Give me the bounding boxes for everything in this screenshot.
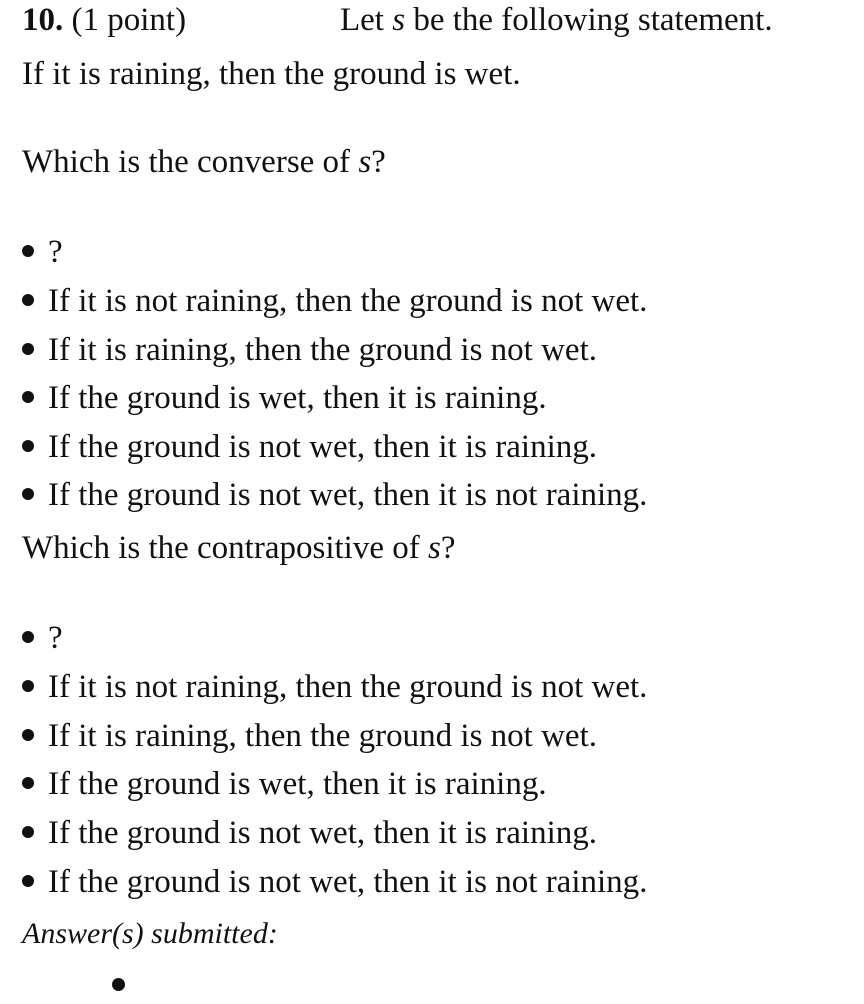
q2-option-3[interactable] [22, 764, 547, 804]
q2-option-0[interactable] [22, 618, 63, 658]
q1-option-1[interactable] [22, 281, 647, 321]
problem-points: (1 point) [71, 2, 187, 38]
q1-option-label: If it is not raining, then the ground is not wet. [48, 283, 648, 319]
q1-option-label: If the ground is wet, then it is raining. [48, 380, 547, 416]
bullet-icon [22, 777, 34, 789]
bullet-icon [22, 245, 34, 257]
answer-bullet-icon [112, 978, 125, 991]
question2-prompt [22, 528, 455, 568]
q2-option-5[interactable] [22, 862, 647, 902]
q1-prompt-suffix: ? [371, 144, 386, 180]
q1-option-label: If the ground is not wet, then it is raining. [48, 429, 597, 465]
q2-option-label: If it is raining, then the ground is not wet. [48, 718, 597, 754]
q1-option-label: If it is raining, then the ground is not wet. [48, 332, 597, 368]
q1-option-3[interactable] [22, 378, 547, 418]
bullet-icon [22, 875, 34, 887]
q2-prompt-prefix: Which is the contrapositive of [22, 530, 428, 566]
bullet-icon [22, 826, 34, 838]
bullet-icon [22, 729, 34, 741]
intro-variable: s [392, 2, 406, 38]
q2-option-2[interactable] [22, 716, 597, 756]
problem-header [22, 0, 186, 40]
q1-option-label: If the ground is not wet, then it is not raining. [48, 477, 648, 513]
problem-intro [340, 0, 773, 40]
intro-suffix: be the following statement. [405, 2, 773, 38]
bullet-icon [22, 440, 34, 452]
q1-prompt-variable: s [358, 144, 372, 180]
question1-prompt [22, 142, 386, 182]
q1-option-label: ? [48, 234, 63, 270]
q2-option-4[interactable] [22, 813, 597, 853]
q2-option-label: If it is not raining, then the ground is not wet. [48, 669, 648, 705]
statement-text: If it is raining, then the ground is wet. [22, 56, 521, 92]
bullet-icon [22, 391, 34, 403]
q2-option-1[interactable] [22, 667, 647, 707]
bullet-icon [22, 680, 34, 692]
q2-prompt-variable: s [427, 530, 441, 566]
bullet-icon [22, 294, 34, 306]
q2-prompt-suffix: ? [440, 530, 456, 566]
q1-option-4[interactable] [22, 427, 597, 467]
problem-number: 10. [22, 2, 64, 38]
q1-prompt-prefix: Which is the converse of [22, 144, 359, 180]
q2-option-label: If the ground is wet, then it is raining. [48, 766, 547, 802]
q1-option-5[interactable] [22, 475, 647, 515]
intro-prefix: Let [340, 2, 393, 38]
q1-option-0[interactable] [22, 232, 63, 272]
answers-submitted-label: Answer(s) submitted: [22, 917, 278, 950]
q1-option-2[interactable] [22, 330, 597, 370]
bullet-icon [22, 631, 34, 643]
q2-option-label: ? [48, 620, 63, 656]
q2-option-label: If the ground is not wet, then it is raining. [48, 815, 597, 851]
q2-option-label: If the ground is not wet, then it is not raining. [48, 864, 648, 900]
bullet-icon [22, 343, 34, 355]
bullet-icon [22, 488, 34, 500]
